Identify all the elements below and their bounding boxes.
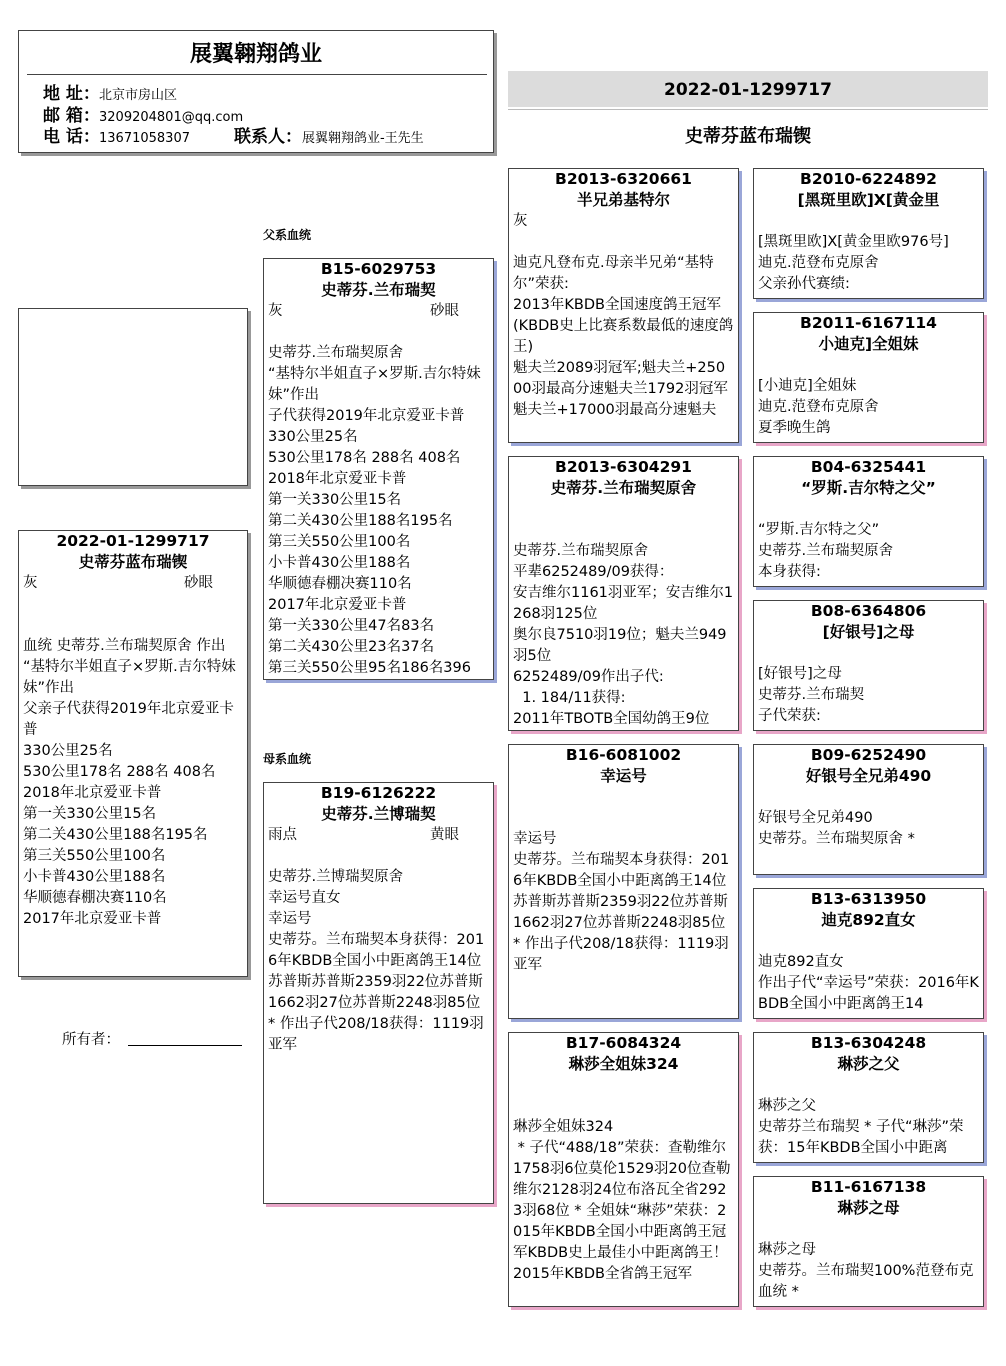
gen4-description: 好银号全兄弟490 史蒂芬。兰布瑞契原舍 * [758,810,915,847]
gen4-ring: B11-6167138 [810,1178,927,1196]
father-color: 灰 [268,303,283,319]
phone-row [43,128,424,148]
gen4-description: 迪克892直女 作出子代“幸运号”荣获：2016年KBDB全国小中距离鸽王14 [758,954,979,1012]
gen4-card-3 [753,456,984,587]
gen4-ring: B13-6313950 [810,890,927,908]
address-label: 地 址： [43,84,100,104]
mother-ring: B19-6126222 [320,784,437,802]
title-ring-number: 2022-01-1299717 [508,71,988,107]
grandsire-paternal-card [508,168,739,443]
gen4-description: “罗斯.吉尔特之父” 史蒂芬.兰布瑞契原舍 本身获得: [758,522,894,580]
header-divider [27,74,487,75]
breeder-info-box [18,30,494,153]
gen4-name: “罗斯.吉尔特之父” [801,479,936,497]
subject-eye: 砂眼 [184,575,213,591]
gen3-ring: B2013-6320661 [555,170,692,188]
gen4-card-4 [753,600,984,731]
subject-ring: 2022-01-1299717 [56,532,210,550]
phone-label: 电 话： [43,127,100,147]
gen4-name: 琳莎之母 [837,1199,900,1217]
father-eye: 砂眼 [430,303,459,319]
father-color-eye-row [264,301,493,322]
mother-description: 史蒂芬.兰博瑞契原舍 幸运号直女 幸运号 史蒂芬。兰布瑞契本身获得：2016年KBDB全国小中距离鸽王14位苏普斯苏普斯2359羽22位苏普斯1662羽27位苏普斯2248羽85位 * 作出子代208/18获得：1119羽亚军 [268,869,485,1053]
father-name: 史蒂芬.兰布瑞契 [321,281,436,299]
phone-value: 13671058307 [99,131,190,146]
gen4-ring: B09-6252490 [810,746,927,764]
gen4-name: [黑斑里欧]X[黄金里 [797,191,940,209]
gen3-ring: B16-6081002 [565,746,682,764]
gen4-description: 琳莎之母 史蒂芬。兰布瑞契100%范登布克血统 * [758,1242,974,1300]
gen4-name: 迪克892直女 [821,911,916,929]
subject-color: 灰 [23,575,38,591]
gen4-ring: B04-6325441 [810,458,927,476]
granddam-paternal-card [508,456,739,731]
title-pigeon-name: 史蒂芬蓝布瑞锲 [685,126,811,147]
gen3-description: 幸运号 史蒂芬。兰布瑞契本身获得：2016年KBDB全国小中距离鸽王14位苏普斯苏普斯2359羽22位苏普斯1662羽27位苏普斯2248羽85位 * 作出子代208/18获得：1119羽亚军 [513,831,730,973]
gen3-description: 琳莎全姐妹324 * 子代“488/18”荣获：查勒维尔1758羽6位莫伦1529羽20位查勒维尔2128羽24位布洛瓦全省2923羽68位 * 全姐妹“琳莎”荣获：2015年KBDB全国小中距离鸽王冠军KBDB史上最佳小中距离鸽王！2015年KBDB全省鸽王冠军 [513,1119,731,1282]
company-name: 展翼翱翔鸽业 [189,42,322,67]
owner-signature-line [128,1045,242,1046]
gen4-name: 好银号全兄弟490 [805,767,932,785]
gen4-name: [好银号]之母 [822,623,915,641]
gen3-name: 琳莎全姐妹324 [568,1055,679,1073]
father-ring: B15-6029753 [320,260,437,278]
gen4-card-7 [753,1032,984,1163]
subject-color-eye-row [19,573,247,594]
gen4-card-1 [753,168,984,299]
mother-color-eye-row [264,825,493,846]
gen4-card-5 [753,744,984,875]
mother-pigeon-card [263,782,494,1204]
gen4-card-6 [753,888,984,1019]
gen3-name: 史蒂芬.兰布瑞契原舍 [550,479,697,497]
grandsire-maternal-card [508,744,739,1019]
address-value: 北京市房山区 [99,88,178,103]
granddam-maternal-card [508,1032,739,1307]
gen4-ring: B2011-6167114 [800,314,937,332]
gen3-ring: B17-6084324 [565,1034,682,1052]
title-divider [508,109,988,110]
email-label: 邮 箱： [43,106,100,126]
owner-label: 所有者： [62,1032,120,1048]
subject-pigeon-card [18,530,248,977]
gen4-ring: B13-6304248 [810,1034,927,1052]
gen4-ring: B08-6364806 [810,602,927,620]
subject-name: 史蒂芬蓝布瑞锲 [78,553,188,571]
pigeon-photo-frame [18,308,248,486]
mother-color: 雨点 [268,827,297,843]
gen4-name: 琳莎之父 [837,1055,900,1073]
gen4-card-2 [753,312,984,443]
gen3-ring: B2013-6304291 [555,458,692,476]
gen4-card-8 [753,1176,984,1307]
gen4-description: [好银号]之母 史蒂芬.兰布瑞契 子代荣获: [758,666,865,724]
email-row [43,107,243,127]
gen3-description: 迪克凡登布克.母亲半兄弟“基特尔”荣获: 2013年KBDB全国速度鸽王冠军(KBDB史上比赛系数最低的速度鸽王) 魁夫兰2089羽冠军;魁夫兰+25000羽最高分速魁夫兰1792羽冠军 魁夫兰+17000羽最高分速魁夫 [513,255,734,418]
father-description: 史蒂芬.兰布瑞契原舍 “基特尔半姐直子×罗斯.吉尔特妹妹”作出 子代获得2019年北京爱亚卡普 330公里25名 530公里178名 288名 408名 2018年北京爱亚卡普 第一关330公里15名 第二关430公里188名195名 第三关550公里100名 小卡普430公里188名 华顺德春棚决赛110名 2017年北京爱亚卡普 第一关330公里47名83名 第二关430公里23名37名 第三关550公里95名186名396 [268,345,481,676]
gen3-name: 半兄弟基特尔 [576,191,670,209]
gen4-description: [小迪克]全姐妹 迪克.范登布克原舍 夏季晚生鸽 [758,378,879,436]
email-value: 3209204801@qq.com [99,110,244,125]
mother-line-label: 母系血统 [263,752,312,766]
gen3-description: 史蒂芬.兰布瑞契原舍 平辈6252489/09获得： 安吉维尔1161羽亚军；安吉维尔1268羽125位 奥尔良7510羽19位；魁夫兰949羽5位 6252489/09作出子代: 1. 184/11获得: 2011年TBOTB全国幼鸽王9位 [513,543,734,727]
contact-value: 展翼翱翔鸽业-王先生 [301,131,424,146]
contact-label: 联系人： [233,127,302,147]
gen4-name: 小迪克]全姐妹 [818,335,919,353]
father-pigeon-card [263,258,494,680]
mother-eye: 黄眼 [430,827,459,843]
gen3-name: 幸运号 [600,767,647,785]
address-row [43,85,177,105]
mother-name: 史蒂芬.兰博瑞契 [321,805,436,823]
gen4-description: [黑斑里欧]X[黄金里欧976号] 迪克.范登布克原舍 父亲孙代赛绩: [758,234,949,292]
gen3-color: 灰 [513,213,528,229]
gen4-ring: B2010-6224892 [800,170,937,188]
subject-description: 血统 史蒂芬.兰布瑞契原舍 作出 “基特尔半姐直子×罗斯.吉尔特妹妹”作出 父亲子代获得2019年北京爱亚卡普 330公里25名 530公里178名 288名 408名 2018年北京爱亚卡普 第一关330公里15名 第二关430公里188名195名 第三关550公里100名 小卡普430公里188名 华顺德春棚决赛110名 2017年北京爱亚卡普 [23,638,236,927]
father-line-label: 父系血统 [263,228,312,242]
gen4-description: 琳莎之父 史蒂芬兰布瑞契 * 子代“琳莎”荣获：15年KBDB全国小中距离 [758,1098,964,1156]
